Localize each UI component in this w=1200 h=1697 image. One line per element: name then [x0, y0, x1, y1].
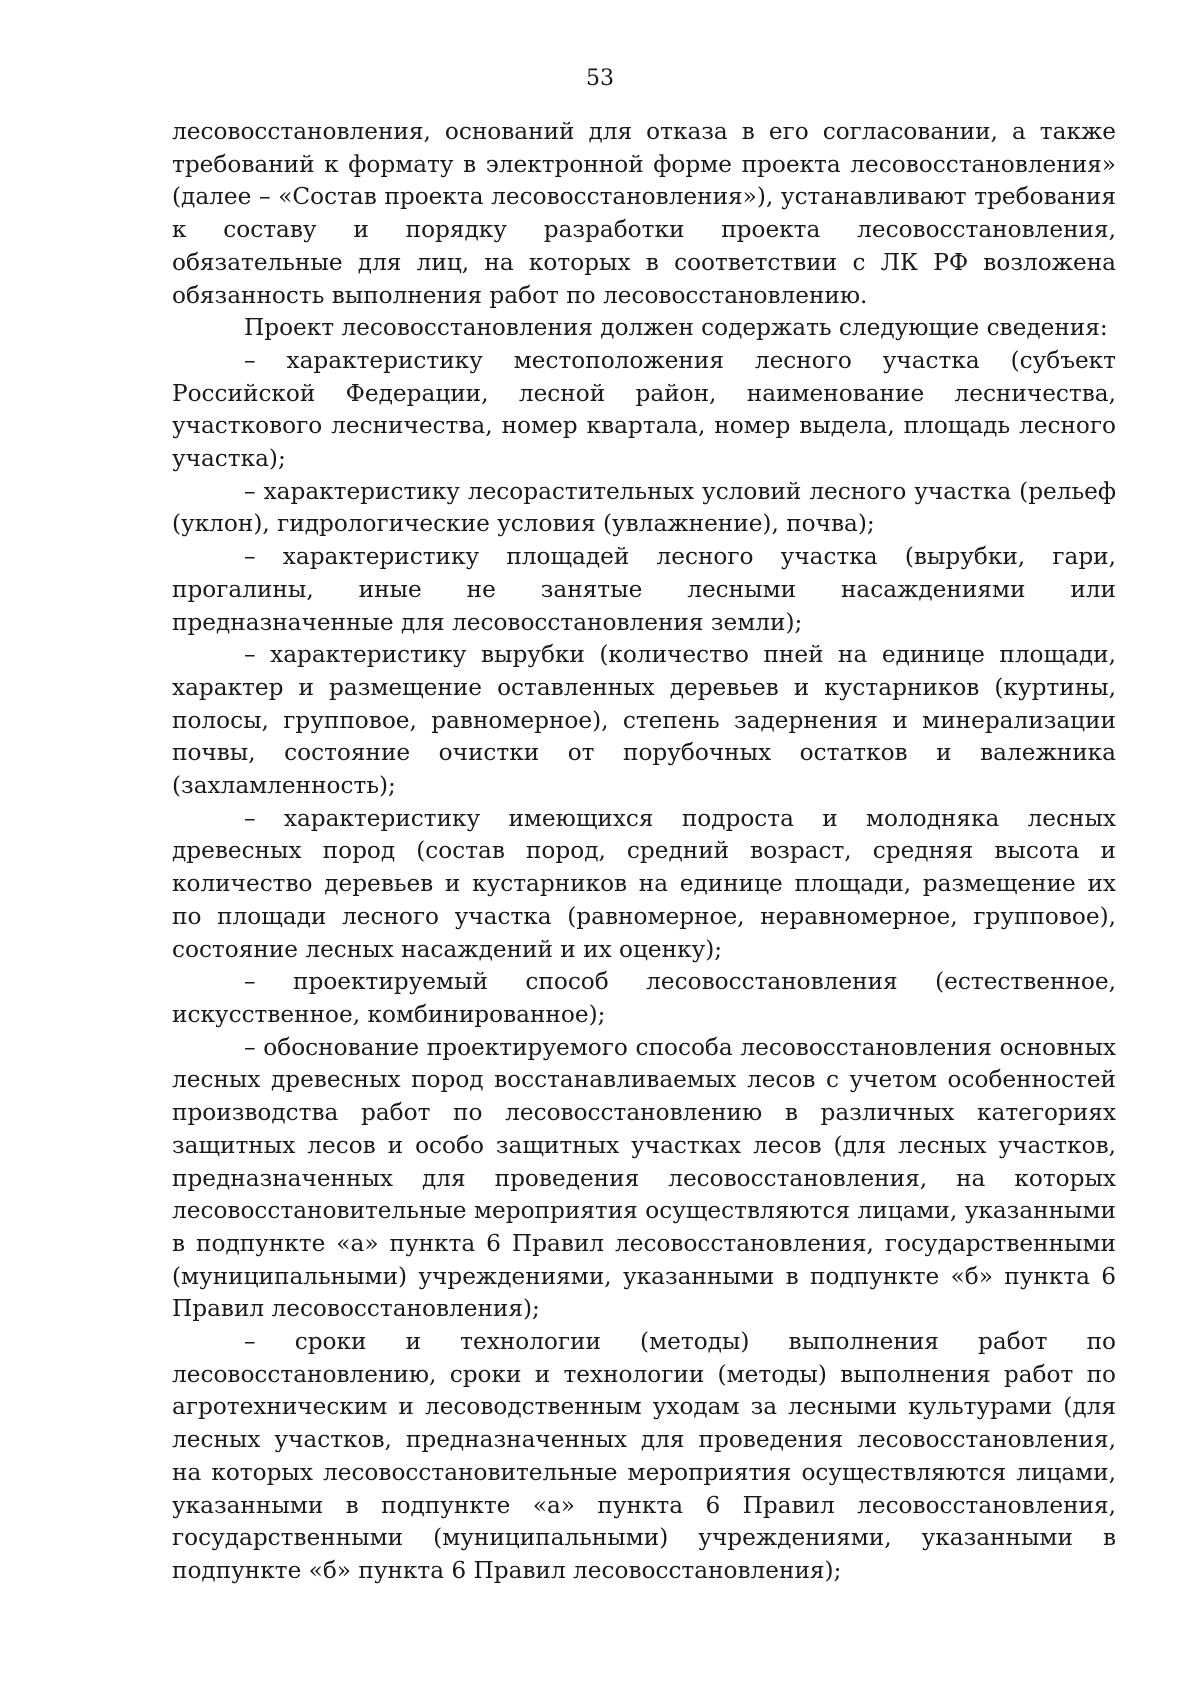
list-item-undergrowth: – характеристику имеющихся подроста и молодняка лесных древесных пород (состав пород, средний возраст, средняя высота и количество деревьев и кустарников на единице площади, размещение их по площади лесного участка (равномерное, неравномерное, групповое), состояние лесных насаждений и их оценку);: [172, 804, 1116, 963]
paragraph-intro: лесовосстановления, оснований для отказа в его согласовании, а также требований к формату в электронной форме проекта лесовосстановления» (далее – «Состав проекта лесовосстановления»), устанавливают требования к составу и порядку разработки проекта лесовосстановления, обязательные для лиц, на которых в соответствии с ЛК РФ возложена обязанность выполнения работ по лесовосстановлению.: [172, 118, 1116, 309]
list-item-growing-conditions: – характеристику лесорастительных условий лесного участка (рельеф (уклон), гидрологические условия (увлажнение), почва);: [172, 477, 1116, 538]
paragraph-lead: Проект лесовосстановления должен содержать следующие сведения:: [244, 314, 1108, 342]
page-number: 53: [586, 66, 614, 91]
list-item-terms: – сроки и технологии (методы) выполнения работ по лесовосстановлению, сроки и технологии (методы) выполнения работ по агротехническим и лесоводственным уходам за лесными культурами (для лесных участков, предназначенных для проведения лесовосстановления, на которых лесовосстановительные мероприятия осуществляются лицами, указанными в подпункте «а» пункта 6 Правил лесовосстановления, государственными (муниципальными) учреждениями, указанными в подпункте «б» пункта 6 Правил лесовосстановления);: [172, 1328, 1116, 1584]
body-text: [172, 116, 1116, 1588]
list-item-justification: – обоснование проектируемого способа лесовосстановления основных лесных древесных пород восстанавливаемых лесов с учетом особенностей производства работ по лесовосстановлению в различных категориях защитных лесов и особо защитных участках лесов (для лесных участков, предназначенных для проведения лесовосстановления, на которых лесовосстановительные мероприятия осуществляются лицами, указанными в подпункте «а» пункта 6 Правил лесовосстановления, государственными (муниципальными) учреждениями, указанными в подпункте «б» пункта 6 Правил лесовосстановления);: [172, 1033, 1116, 1323]
list-item-felling: – характеристику вырубки (количество пней на единице площади, характер и размещение оставленных деревьев и кустарников (куртины, полосы, групповое, равномерное), степень задернения и минерализации почвы, состояние очистки от порубочных остатков и валежника (захламленность);: [172, 641, 1116, 800]
list-item-location: – характеристику местоположения лесного участка (субъект Российской Федерации, лесной район, наименование лесничества, участкового лесничества, номер квартала, номер выдела, площадь лесного участка);: [172, 346, 1116, 473]
list-item-method: – проектируемый способ лесовосстановления (естественное, искусственное, комбинированное);: [172, 968, 1116, 1028]
list-item-areas: – характеристику площадей лесного участка (вырубки, гари, прогалины, иные не занятые лесными насаждениями или предназначенные для лесовосстановления земли);: [172, 543, 1116, 636]
